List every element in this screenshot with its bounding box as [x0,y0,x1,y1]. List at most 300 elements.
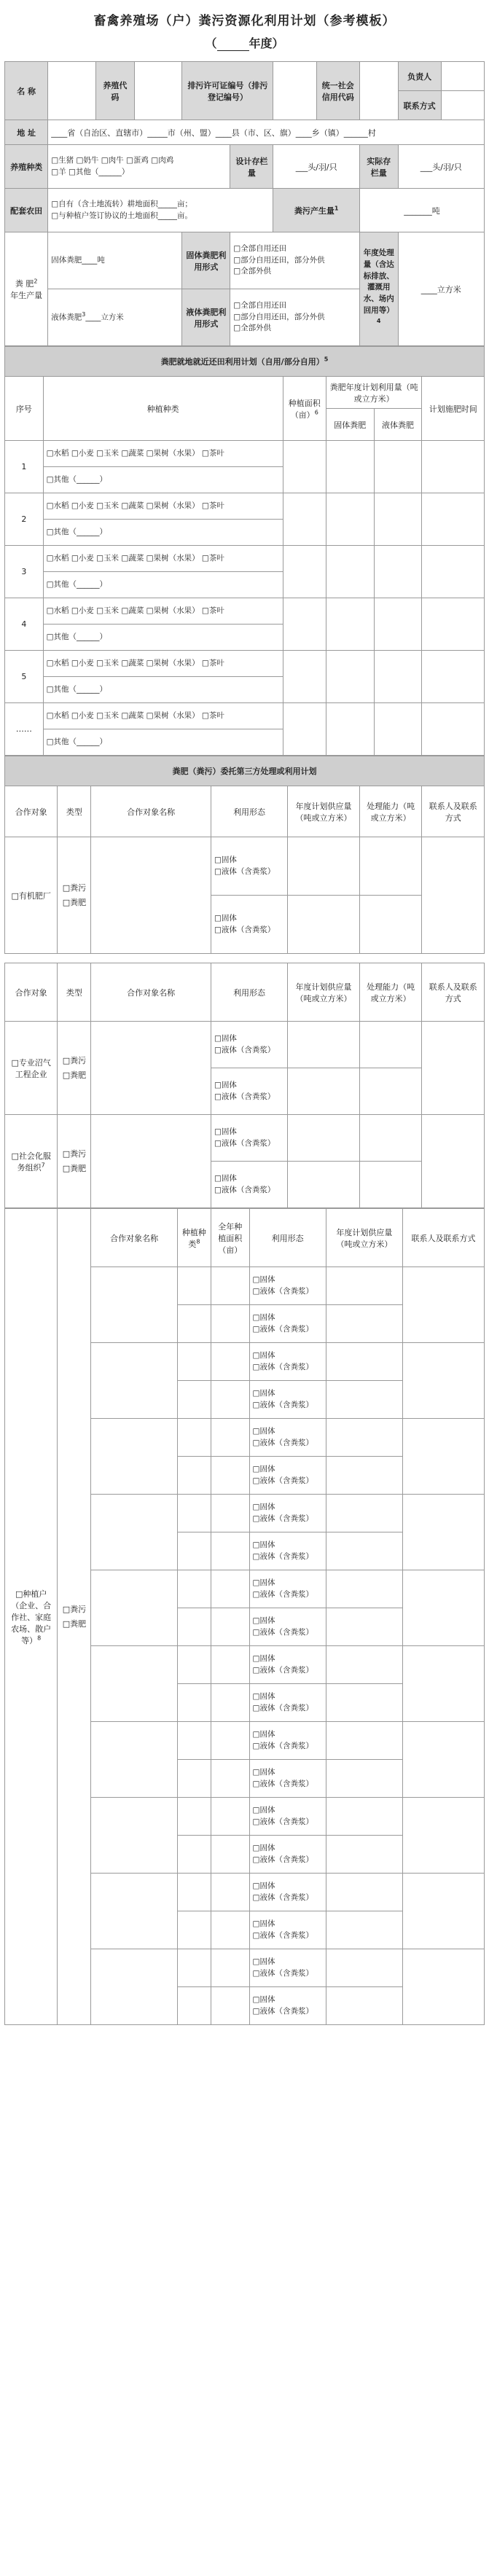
self-use-title-text: 粪肥就地就近还田利用计划（自用/部分自用） [160,357,324,367]
partner-organic[interactable]: □有机肥厂 [5,837,58,954]
grower-area-field[interactable] [211,1646,249,1684]
grower-species-field[interactable] [177,1798,211,1836]
organic-supply-b[interactable] [288,896,360,954]
grower-name-field[interactable] [91,1343,177,1419]
form-solid[interactable]: □固体 [252,1426,275,1436]
form-solid[interactable]: □固体 [214,913,237,923]
liquid-field[interactable] [374,493,422,546]
liquid-field[interactable] [374,703,422,756]
grower-form[interactable] [249,1949,326,1987]
organic-supply-a[interactable] [288,837,360,896]
form-solid[interactable]: □固体 [252,1502,275,1511]
col-grower-species-sup: 8 [196,1237,200,1245]
type-dung[interactable]: □粪污 [62,1604,87,1614]
solid-yield-field[interactable]: 固体粪肥____吨 [48,232,182,289]
form-liquid[interactable]: □液体（含粪浆） [252,1741,313,1750]
grower-form[interactable] [249,1495,326,1532]
grower-species-field[interactable] [177,1570,211,1608]
design-field[interactable]: ___头/羽/只 [273,145,359,189]
grower-supply-field[interactable] [326,1381,402,1419]
grower-name-field[interactable] [91,1798,177,1874]
third-party-plan-table [4,756,485,1208]
grower-supply-field[interactable] [326,1267,402,1305]
grower-supply-field[interactable] [326,1532,402,1570]
form-solid[interactable]: □固体 [252,1540,275,1549]
form-liquid[interactable]: □液体（含粪浆） [252,1286,313,1296]
grower-text[interactable]: □种植户（企业、合作社、家庭农场、散户等） [11,1589,52,1645]
crop-other[interactable]: □其他（______） [43,677,283,703]
type-organic[interactable] [58,837,91,954]
year-blank[interactable] [217,36,249,51]
col-supply: 年度计划供应量（吨或立方米） [288,786,360,837]
grower-species-field[interactable] [177,1987,211,2025]
grower-contact-field[interactable] [403,1874,485,1949]
grower-area-field[interactable] [211,1419,249,1457]
table-row [5,651,485,677]
liquid-field[interactable] [374,546,422,598]
biogas-form-a[interactable] [211,1022,287,1068]
grower-name-field[interactable] [91,1419,177,1495]
dung-yield-text: 粪污产生量 [294,205,335,216]
form-liquid[interactable]: □液体（含粪浆） [252,1703,313,1712]
grower-area-field[interactable] [211,1495,249,1532]
subtitle-suffix: 年度） [249,36,284,50]
grower-area-field[interactable] [211,1722,249,1760]
grower-contact-field[interactable] [403,1949,485,2025]
grower-name-field[interactable] [91,1495,177,1570]
form-liquid[interactable]: □液体（含粪浆） [252,1855,313,1864]
service-sup: 7 [41,1161,45,1168]
grower-contact-field[interactable] [403,1722,485,1798]
form-liquid[interactable]: □液体（含粪浆） [252,1438,313,1447]
service-form-b[interactable] [211,1162,287,1208]
solid-form-label: 固体粪肥利用形式 [182,232,230,289]
grower-supply-field[interactable] [326,1646,402,1684]
form-solid[interactable]: □固体 [252,1994,275,2004]
form-liquid[interactable]: □液体（含粪浆） [214,1185,275,1194]
grower-form[interactable] [249,1987,326,2025]
crop-options[interactable]: □水稻 □小麦 □玉米 □蔬菜 □果树（水果） □茶叶 [43,493,283,520]
form-liquid[interactable]: □液体（含粪浆） [252,1665,313,1675]
type-dung[interactable]: □粪污 [62,1148,87,1159]
biogas-supply-b[interactable] [288,1068,360,1115]
form-solid[interactable]: □固体 [214,1033,237,1043]
grower-supply-field[interactable] [326,1608,402,1646]
grower-area-field[interactable] [211,1381,249,1419]
partner-grower[interactable] [5,1209,58,2025]
solid-field[interactable] [326,598,374,651]
col-grower-species [177,1209,211,1267]
form-liquid[interactable]: □液体（含粪浆） [214,1092,275,1101]
solid-field[interactable] [326,441,374,493]
grower-form[interactable] [249,1911,326,1949]
grower-species-field[interactable] [177,1267,211,1305]
type-manure[interactable]: □粪肥 [62,1618,87,1629]
manure-text: 粪 肥 [15,278,34,289]
grower-name-field[interactable] [91,1570,177,1646]
manure-label [5,232,48,346]
biogas-capacity-b[interactable] [359,1068,422,1115]
grower-form[interactable] [249,1646,326,1684]
land-agreement[interactable]: □与种植户签订协议的土地面积_____亩。 [51,211,192,220]
grower-contact-field[interactable] [403,1646,485,1722]
grower-area-field[interactable] [211,1874,249,1911]
form-solid[interactable]: □固体 [214,1080,237,1089]
col-grower-species-text: 种植种类 [181,1227,206,1249]
crop-options[interactable]: □水稻 □小麦 □玉米 □蔬菜 □果树（水果） □茶叶 [43,703,283,729]
grower-area-field[interactable] [211,1949,249,1987]
grower-supply-field[interactable] [326,1343,402,1381]
form-liquid[interactable]: □液体（含粪浆） [214,866,275,876]
liquid-field[interactable] [374,651,422,703]
grower-supply-field[interactable] [326,1570,402,1608]
grower-contact-field[interactable] [403,1495,485,1570]
species-sheep[interactable]: □羊 [51,167,66,176]
solid-field[interactable] [326,546,374,598]
service-name-field[interactable] [91,1115,211,1208]
form-solid[interactable]: □固体 [252,1464,275,1473]
type-grower[interactable] [58,1209,91,2025]
form-liquid[interactable]: □液体（含粪浆） [252,1551,313,1561]
col-crop: 种植种类 [43,377,283,441]
form-solid[interactable]: □固体 [252,1578,275,1587]
form-liquid[interactable]: □液体（含粪浆） [252,1362,313,1371]
grower-form[interactable] [249,1532,326,1570]
species-broiler[interactable]: □肉鸡 [151,155,174,165]
col-name: 合作对象名称 [91,786,211,837]
grower-species-field[interactable] [177,1381,211,1419]
form-solid[interactable]: □固体 [214,855,237,864]
solid-field[interactable] [326,493,374,546]
form-liquid[interactable]: □液体（含粪浆） [252,1476,313,1485]
grower-form[interactable] [249,1267,326,1305]
grower-contact-field[interactable] [403,1267,485,1343]
area-field[interactable] [283,493,326,546]
biogas-form-b[interactable] [211,1068,287,1115]
time-field[interactable] [422,651,485,703]
col-grower-contact: 联系人及联系方式 [403,1209,485,1267]
grower-form[interactable] [249,1457,326,1495]
grower-form[interactable] [249,1836,326,1874]
grower-species-field[interactable] [177,1760,211,1798]
grower-form[interactable] [249,1381,326,1419]
grower-contact-field[interactable] [403,1343,485,1419]
owner-label: 负责人 [398,62,441,91]
grower-area-field[interactable] [211,1684,249,1722]
partner-service[interactable] [5,1115,58,1208]
grower-species-field[interactable] [177,1911,211,1949]
grower-area-field[interactable] [211,1608,249,1646]
solid-field[interactable] [326,703,374,756]
service-text[interactable]: □社会化服务组织 [11,1151,51,1172]
grower-area-field[interactable] [211,1836,249,1874]
form-liquid[interactable]: □液体（含粪浆） [252,1779,313,1788]
grower-area-field[interactable] [211,1532,249,1570]
grower-supply-field[interactable] [326,1911,402,1949]
grower-name-field[interactable] [91,1646,177,1722]
time-field[interactable] [422,493,485,546]
grower-form[interactable] [249,1570,326,1608]
grower-form[interactable] [249,1684,326,1722]
form-solid[interactable]: □固体 [252,1729,275,1739]
grower-form[interactable] [249,1760,326,1798]
type-dung[interactable]: □粪污 [62,882,87,893]
grower-supply-field[interactable] [326,1684,402,1722]
grower-supply-field[interactable] [326,1457,402,1495]
form-liquid[interactable]: □液体（含粪浆） [252,1589,313,1599]
grower-area-field[interactable] [211,1760,249,1798]
grower-contact-field[interactable] [403,1798,485,1874]
service-form-a[interactable] [211,1115,287,1162]
grower-supply-field[interactable] [326,1305,402,1343]
solid-form-options[interactable] [230,232,360,289]
form-liquid[interactable]: □液体（含粪浆） [214,1045,275,1054]
type-service[interactable] [58,1115,91,1208]
grower-species-field[interactable] [177,1495,211,1532]
form-solid[interactable]: □固体 [252,1919,275,1928]
grower-area-field[interactable] [211,1305,249,1343]
manure-sup: 2 [34,277,38,284]
grower-area-field[interactable] [211,1911,249,1949]
crop-options[interactable]: □水稻 □小麦 □玉米 □蔬菜 □果树（水果） □茶叶 [43,546,283,572]
organic-form-b[interactable] [211,896,287,954]
table-row [5,493,485,520]
grower-supply-field[interactable] [326,1836,402,1874]
area-field[interactable] [283,703,326,756]
form-solid[interactable]: □固体 [252,1312,275,1322]
partner-biogas[interactable]: □专业沼气工程企业 [5,1022,58,1115]
organic-form-a[interactable] [211,837,287,896]
code-field[interactable] [134,62,182,120]
time-field[interactable] [422,703,485,756]
form-liquid[interactable]: □液体（含粪浆） [252,2006,313,2016]
credit-field[interactable] [359,62,398,120]
grower-name-field[interactable] [91,1874,177,1949]
row-no: 3 [5,546,44,598]
liquid-value[interactable]: ____立方米 [85,313,124,322]
form-liquid[interactable]: □液体（含粪浆） [252,1817,313,1826]
area-field[interactable] [283,651,326,703]
form-liquid[interactable]: □液体（含粪浆） [214,1138,275,1148]
type-dung[interactable]: □粪污 [62,1055,87,1065]
grower-supply-field[interactable] [326,1760,402,1798]
form-liquid[interactable]: □液体（含粪浆） [252,1627,313,1637]
col-area-sup: 6 [314,408,318,415]
form-solid[interactable]: □固体 [252,1388,275,1398]
form-liquid[interactable]: □液体（含粪浆） [252,1968,313,1978]
grower-form[interactable] [249,1608,326,1646]
liquid-field[interactable] [374,598,422,651]
grower-species-field[interactable] [177,1457,211,1495]
table-row [5,703,485,729]
form-liquid[interactable]: □液体（含粪浆） [252,1400,313,1409]
species-beef[interactable]: □肉牛 [101,155,124,165]
grower-supply-field[interactable] [326,1798,402,1836]
col-supply-2: 年度计划供应量（吨或立方米） [288,963,360,1022]
spacer [5,954,485,963]
area-field[interactable] [283,441,326,493]
form-solid[interactable]: □固体 [214,1173,237,1183]
grower-species-field[interactable] [177,1646,211,1684]
area-field[interactable] [283,598,326,651]
col-contact-2: 联系人及联系方式 [422,963,485,1022]
service-contact[interactable] [422,1115,485,1208]
time-field[interactable] [422,546,485,598]
col-partner-2: 合作对象 [5,963,58,1022]
solid-form-all-self[interactable]: □全部自用还田 [233,243,287,253]
contact-field[interactable] [441,91,484,120]
species-layer[interactable]: □蛋鸡 [126,155,149,165]
species-pig[interactable]: □生猪 [51,155,74,165]
area-field[interactable] [283,546,326,598]
form-solid[interactable]: □固体 [252,1805,275,1814]
form-solid[interactable]: □固体 [252,1350,275,1360]
grower-species-field[interactable] [177,1608,211,1646]
crop-other[interactable]: □其他（______） [43,625,283,651]
form-solid[interactable]: □固体 [252,1767,275,1777]
grower-species-field[interactable] [177,1419,211,1457]
name-field[interactable] [48,62,96,120]
grower-species-field[interactable] [177,1343,211,1381]
grower-name-field[interactable] [91,1722,177,1798]
treat-field[interactable]: ____立方米 [398,232,484,346]
liquid-form-options[interactable] [230,289,360,346]
form-liquid[interactable]: □液体（含粪浆） [252,1930,313,1940]
organic-capacity-a[interactable] [359,837,422,896]
land-field[interactable] [48,189,273,232]
grower-area-field[interactable] [211,1267,249,1305]
form-solid[interactable]: □固体 [252,1275,275,1284]
grower-supply-field[interactable] [326,1874,402,1911]
liquid-yield-field[interactable] [48,289,182,346]
col-type-2: 类型 [58,963,91,1022]
form-liquid[interactable]: □液体（含粪浆） [252,1514,313,1523]
grower-contact-field[interactable] [403,1419,485,1495]
biogas-contact[interactable] [422,1022,485,1115]
grower-form[interactable] [249,1343,326,1381]
grower-species-field[interactable] [177,1684,211,1722]
code-label: 养殖代码 [96,62,135,120]
grower-form[interactable] [249,1419,326,1457]
col-solid: 固体粪肥 [326,409,374,441]
row-no: …… [5,703,44,756]
grower-area-field[interactable] [211,1457,249,1495]
crop-options[interactable]: □水稻 □小麦 □玉米 □蔬菜 □果树（水果） □茶叶 [43,598,283,625]
type-manure[interactable]: □粪肥 [62,1163,87,1173]
table-row [5,441,485,467]
form-solid[interactable]: □固体 [252,1691,275,1701]
time-field[interactable] [422,598,485,651]
grower-name-field[interactable] [91,1267,177,1343]
crop-other[interactable]: □其他（______） [43,467,283,493]
grower-area-field[interactable] [211,1798,249,1836]
type-biogas[interactable] [58,1022,91,1115]
self-use-section-title [5,347,485,377]
species-other[interactable]: □其他（______） [68,167,130,176]
biogas-name-field[interactable] [91,1022,211,1115]
service-supply-a[interactable] [288,1115,360,1162]
liquid-form-all-supply[interactable]: □全部外供 [233,324,272,333]
form-solid[interactable]: □固体 [252,1843,275,1852]
permit-field[interactable] [273,62,316,120]
land-own[interactable]: □自有（含土地流转）耕地面积_____亩； [51,199,192,208]
owner-field[interactable] [441,62,484,91]
grower-species-field[interactable] [177,1305,211,1343]
biogas-supply-a[interactable] [288,1022,360,1068]
organic-name-field[interactable] [91,837,211,954]
form-solid[interactable]: □固体 [252,1957,275,1966]
grower-area-field[interactable] [211,1343,249,1381]
grower-sup: 8 [37,1634,42,1641]
crop-other[interactable]: □其他（______） [43,572,283,598]
dung-yield-label [273,189,359,232]
grower-species-field[interactable] [177,1874,211,1911]
type-manure[interactable]: □粪肥 [62,897,87,907]
solid-field[interactable] [326,651,374,703]
biogas-capacity-a[interactable] [359,1022,422,1068]
grower-form[interactable] [249,1798,326,1836]
grower-supply-field[interactable] [326,1949,402,1987]
grower-supply-field[interactable] [326,1419,402,1457]
solid-form-partial[interactable]: □部分自用还田，部分外供 [233,255,325,265]
form-solid[interactable]: □固体 [252,1653,275,1663]
grower-supply-field[interactable] [326,1495,402,1532]
grower-supply-field[interactable] [326,1987,402,2025]
service-capacity-b[interactable] [359,1162,422,1208]
dung-yield-field[interactable]: _______吨 [359,189,484,232]
crop-other[interactable]: □其他（______） [43,520,283,546]
type-manure[interactable]: □粪肥 [62,1070,87,1080]
solid-form-all-supply[interactable]: □全部外供 [233,267,272,276]
species-dairy[interactable]: □奶牛 [76,155,99,165]
grower-form[interactable] [249,1305,326,1343]
liquid-field[interactable] [374,441,422,493]
grower-area-field[interactable] [211,1570,249,1608]
address-field[interactable]: ____省（自治区、直辖市）_____市（州、盟）____县（市、区、旗）____乡（镇）______村 [48,120,485,145]
grower-form[interactable] [249,1874,326,1911]
grower-contact-field[interactable] [403,1570,485,1646]
liquid-form-all-self[interactable]: □全部自用还田 [233,300,287,310]
grower-species-field[interactable] [177,1532,211,1570]
time-field[interactable] [422,441,485,493]
grower-form[interactable] [249,1722,326,1760]
grower-species-field[interactable] [177,1949,211,1987]
form-solid[interactable]: □固体 [214,1127,237,1136]
form-liquid[interactable]: □液体（含粪浆） [252,1324,313,1334]
species-options[interactable] [48,145,230,189]
crop-other[interactable]: □其他（______） [43,729,283,756]
crop-options[interactable]: □水稻 □小麦 □玉米 □蔬菜 □果树（水果） □茶叶 [43,651,283,677]
crop-options[interactable]: □水稻 □小麦 □玉米 □蔬菜 □果树（水果） □茶叶 [43,441,283,467]
form-solid[interactable]: □固体 [252,1616,275,1625]
actual-field[interactable]: ___头/羽/只 [398,145,484,189]
organic-contact[interactable] [422,837,485,954]
grower-area-field[interactable] [211,1987,249,2025]
form-liquid[interactable]: □液体（含粪浆） [214,925,275,934]
grower-species-field[interactable] [177,1722,211,1760]
service-capacity-a[interactable] [359,1115,422,1162]
organic-capacity-b[interactable] [359,896,422,954]
grower-supply-field[interactable] [326,1722,402,1760]
grower-name-field[interactable] [91,1949,177,2025]
liquid-form-partial[interactable]: □部分自用还田，部分外供 [233,312,325,321]
dung-yield-sup: 1 [334,204,339,211]
form-solid[interactable]: □固体 [252,1881,275,1890]
service-supply-b[interactable] [288,1162,360,1208]
form-liquid[interactable]: □液体（含粪浆） [252,1892,313,1902]
grower-species-field[interactable] [177,1836,211,1874]
row-no: 1 [5,441,44,493]
